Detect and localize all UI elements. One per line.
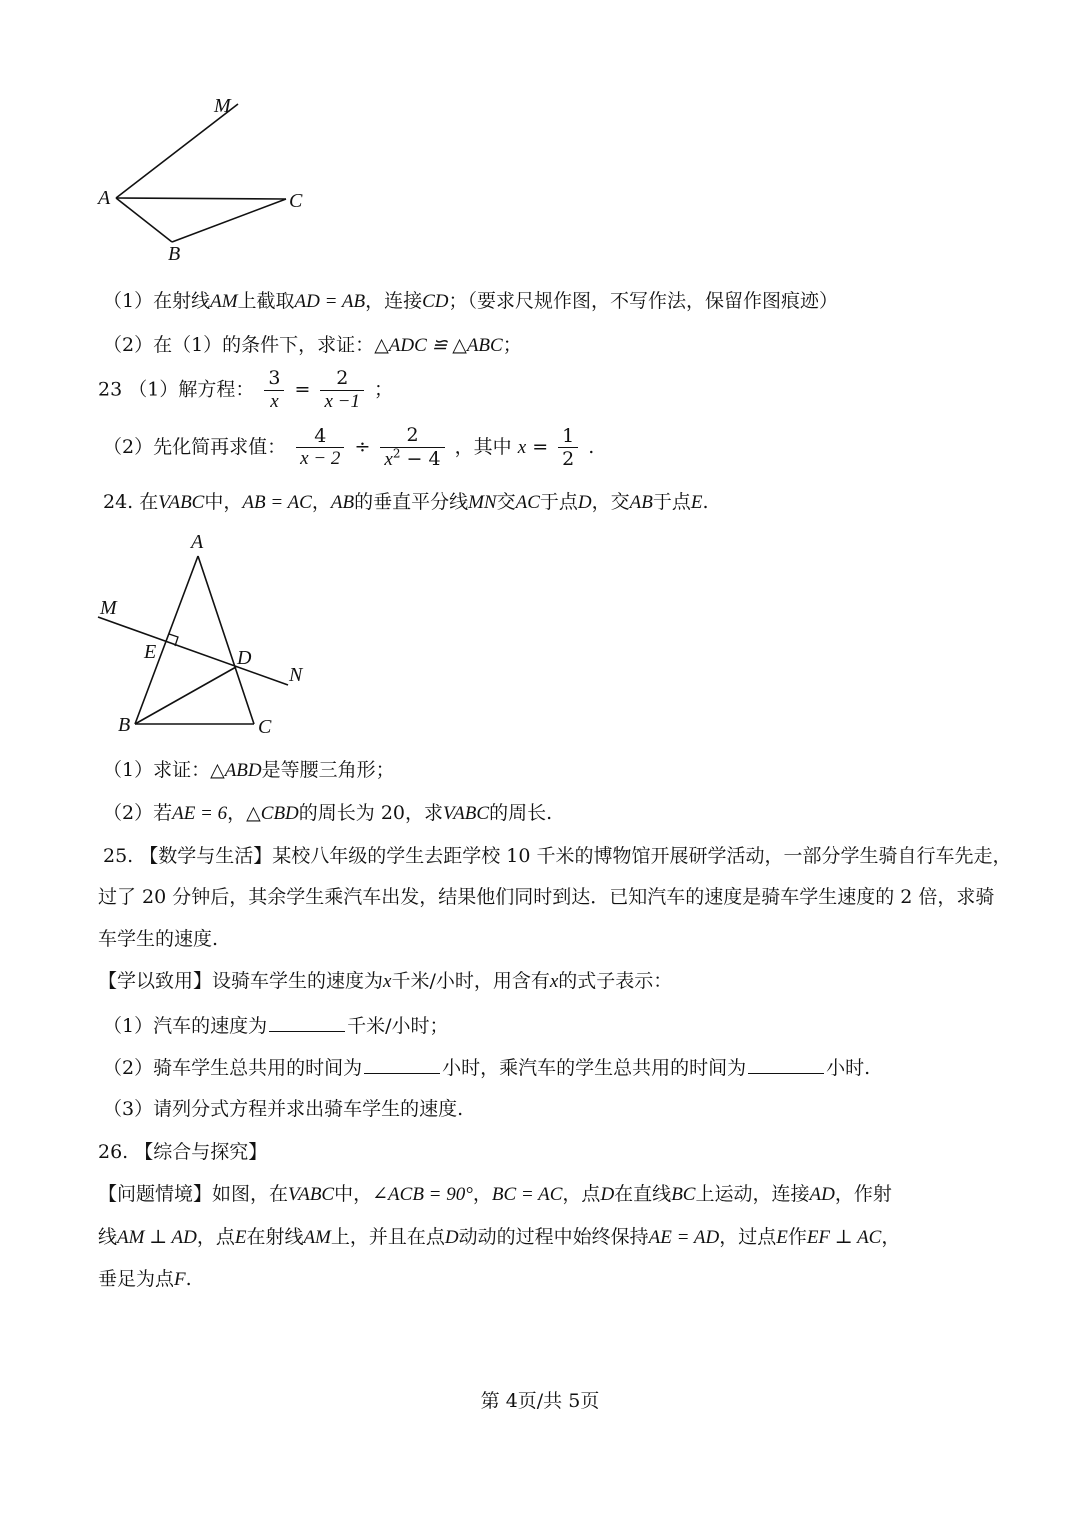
- q25-apply: 【学以致用】设骑车学生的速度为x千米/小时，用含有x的式子表示：: [98, 970, 673, 992]
- label-c: C: [289, 190, 303, 212]
- q25-line3: 车学生的速度.: [98, 928, 219, 950]
- page-footer: 第 4页/共 5页: [480, 1390, 600, 1412]
- figure-triangle-amc: [90, 90, 350, 275]
- q22-part2: （2）在（1）的条件下，求证：△ADC ≌ △ABC；: [103, 334, 522, 356]
- q25-part3: （3）请列分式方程并求出骑车学生的速度.: [103, 1098, 464, 1120]
- segment-bc: [172, 199, 286, 242]
- q26-line2: 线AM ⊥ AD，点E在射线AM上，并且在点D动动的过程中始终保持AE = AD，过点E作EF ⊥ AC，: [98, 1226, 901, 1248]
- fraction-4-over-x-minus-2: $\frac{4}{x - 2}$: [296, 426, 344, 471]
- fraction-3-over-x: $\frac{3}{x}$: [264, 368, 284, 413]
- label-n: N: [289, 664, 303, 686]
- q24-part2: （2）若AE = 6，△CBD的周长为 20，求VABC的周长.: [103, 802, 553, 824]
- segment-ab: [116, 198, 172, 242]
- q25-part2: （2）骑车学生总共用的时间为 小时，乘汽车的学生总共用的时间为 小时.: [103, 1057, 871, 1079]
- label-m: M: [100, 597, 117, 619]
- q22-part1: （1）在射线AM上截取AD = AB，连接CD；（要求尺规作图，不写作法，保留作图痕迹）: [103, 290, 839, 312]
- label-a: A: [191, 531, 204, 553]
- label-m: M: [214, 95, 231, 117]
- q24-stem: 24. 在VABC中，AB = AC，AB的垂直平分线MN交AC于点D，交AB于点E.: [103, 491, 709, 513]
- fraction-1-over-2: $\frac{1}{2}$: [558, 426, 578, 471]
- q25-line2: 过了 20 分钟后，其余学生乘汽车出发，结果他们同时到达．已知汽车的速度是骑车学生速度的 2 倍，求骑: [98, 886, 995, 908]
- q26-line1: 【问题情境】如图，在VABC中，∠ACB = 90°，BC = AC，点D在直线BC上运动，连接AD，作射: [98, 1183, 892, 1205]
- fraction-2-over-x2-minus-4: $\frac{2}{x^2 - 4}$: [380, 425, 444, 471]
- q23-part2: （2）先化简再求值： $\frac{4}{x - 2}$ ÷ $\frac{2}{x^2 - 4}$ ，其中 x = $\frac{1}{2}$ .: [103, 424, 595, 471]
- answer-blank[interactable]: [748, 1055, 824, 1074]
- label-c: C: [258, 716, 272, 738]
- q24-part1: （1）求证：△ABD是等腰三角形；: [103, 759, 395, 781]
- q26-title: 26. 【综合与探究】: [98, 1141, 268, 1163]
- answer-blank[interactable]: [269, 1013, 345, 1032]
- label-b: B: [118, 714, 131, 736]
- q23-part1: 23 （1）解方程： $\frac{3}{x}$ = $\frac{2}{x -1}$ ；: [98, 367, 394, 412]
- label-e: E: [144, 641, 157, 663]
- q25-line1: 25. 【数学与生活】某校八年级的学生去距学校 10 千米的博物馆开展研学活动，一部分学生骑自行车先走，: [103, 845, 1012, 867]
- line-mn: [98, 617, 288, 685]
- label-b: B: [168, 243, 181, 265]
- answer-blank[interactable]: [364, 1055, 440, 1074]
- q26-line3: 垂足为点F.: [98, 1268, 192, 1290]
- label-a: A: [98, 187, 111, 209]
- ray-am: [116, 104, 238, 198]
- fraction-2-over-x-minus-1: $\frac{2}{x -1}$: [320, 368, 364, 413]
- label-d: D: [237, 647, 252, 669]
- segment-bd: [135, 667, 236, 724]
- side-ac: [198, 556, 254, 724]
- side-ab: [135, 556, 198, 724]
- segment-ac: [116, 198, 286, 199]
- q25-part1: （1）汽车的速度为 千米/小时；: [103, 1015, 449, 1037]
- figure-triangle-abc-bisector: [90, 528, 330, 743]
